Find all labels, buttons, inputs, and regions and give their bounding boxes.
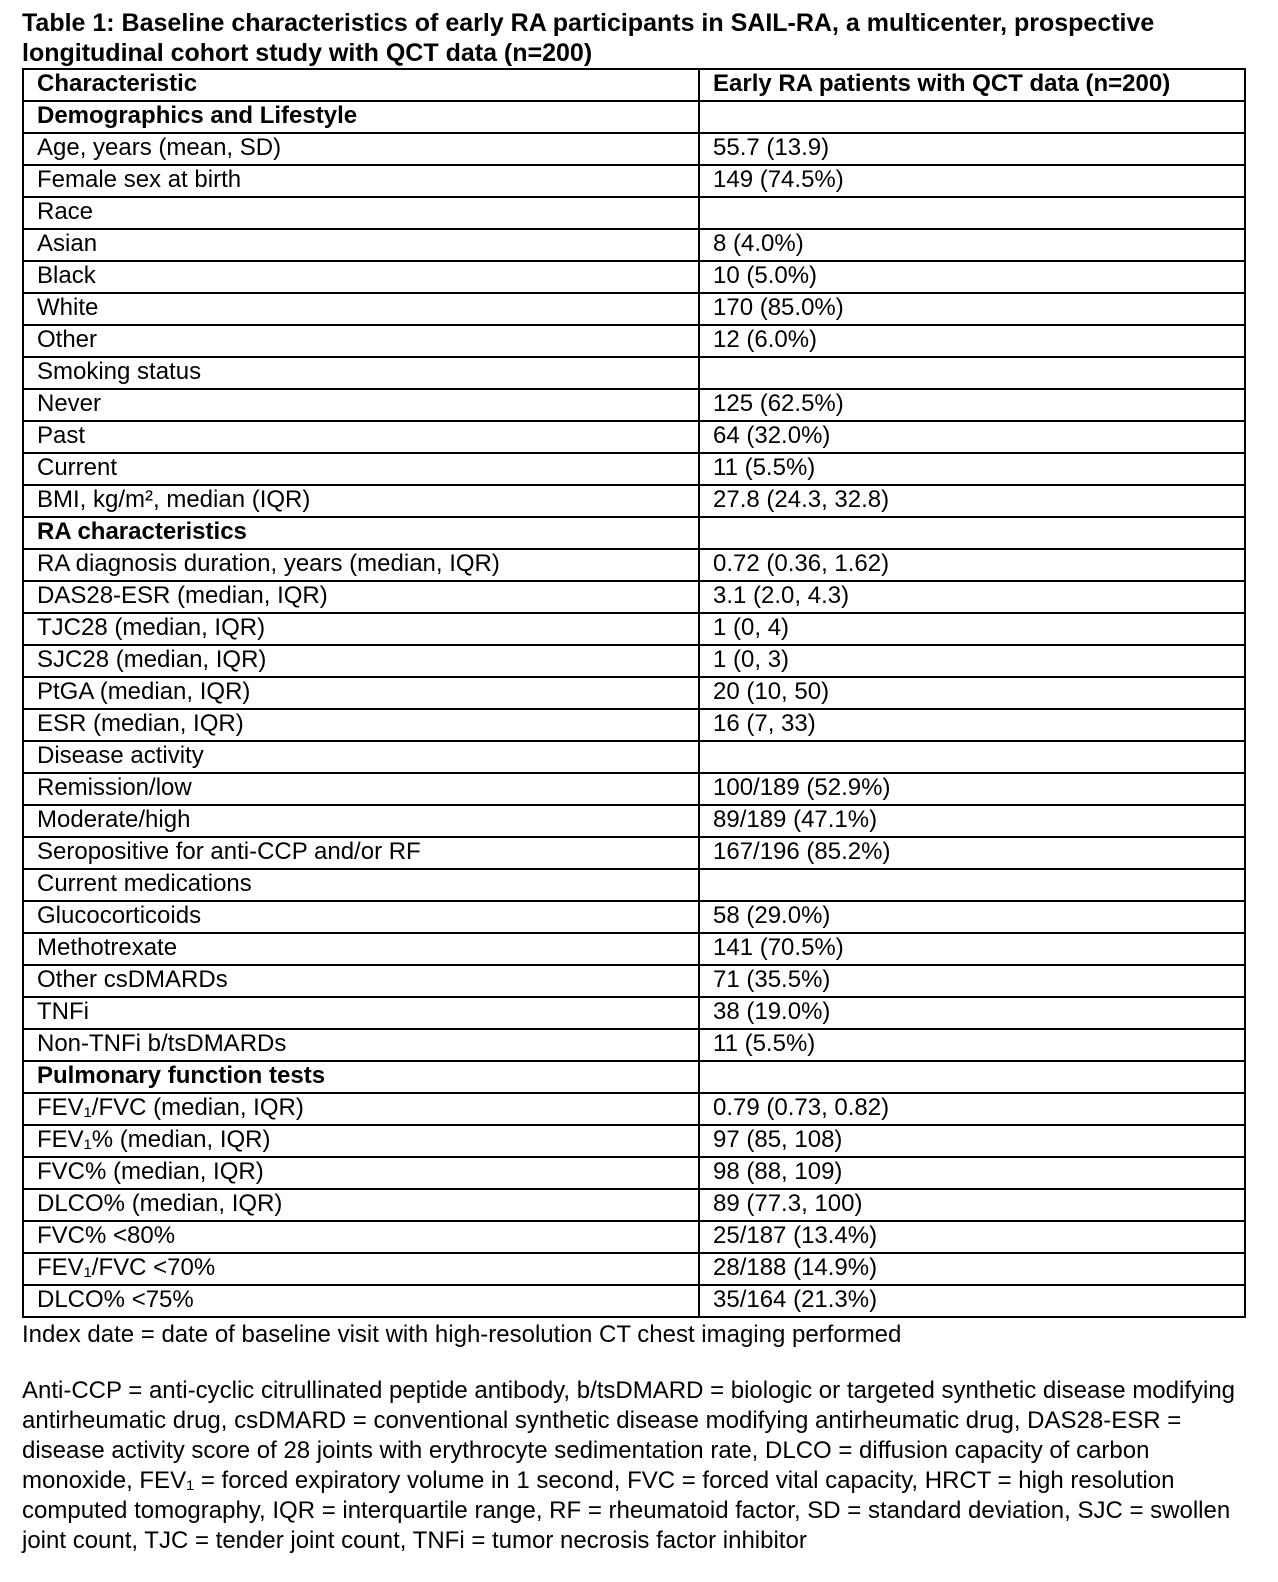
abbreviations-note: Anti-CCP = anti-cyclic citrullinated peptide antibody, b/tsDMARD = biologic or targeted synthetic disease modifying antirheumatic drug, csDMARD = conventional synthetic disease modifying antirheumatic drug, DAS28-ESR = disease activity score of 28 joints with erythrocyte sedimentation rate, DLCO = diffusion capacity of carbon monoxide, FEV₁ = forced expiratory volume in 1 second, FVC = forced vital capacity, HRCT = high resolution computed tomography, IQR = interquartile range, RF = rheumatoid factor, SD = standard deviation, SJC = swollen joint count, TJC = tender joint count, TNFi = tumor necrosis factor inhibitor xyxy=(22,1377,1236,1554)
table-row xyxy=(23,645,1245,677)
characteristic-label: TJC28 (median, IQR) xyxy=(23,613,699,645)
table-row xyxy=(23,1093,1245,1125)
characteristic-value: 55.7 (13.9) xyxy=(699,133,1245,165)
characteristic-label: White xyxy=(23,293,699,325)
characteristic-value: 89/189 (47.1%) xyxy=(699,805,1245,837)
characteristic-label: Seropositive for anti-CCP and/or RF xyxy=(23,837,699,869)
characteristic-label: DLCO% <75% xyxy=(23,1285,699,1317)
characteristic-label: DLCO% (median, IQR) xyxy=(23,1189,699,1221)
table-row xyxy=(23,229,1245,261)
characteristic-label: FEV₁% (median, IQR) xyxy=(23,1125,699,1157)
table-row xyxy=(23,773,1245,805)
characteristic-value: 64 (32.0%) xyxy=(699,421,1245,453)
characteristic-value: 167/196 (85.2%) xyxy=(699,837,1245,869)
table-row xyxy=(23,1029,1245,1061)
characteristic-value: 125 (62.5%) xyxy=(699,389,1245,421)
table-row xyxy=(23,293,1245,325)
characteristic-value: 170 (85.0%) xyxy=(699,293,1245,325)
table-row xyxy=(23,709,1245,741)
characteristic-label: RA diagnosis duration, years (median, IQR) xyxy=(23,549,699,581)
characteristic-value: 28/188 (14.9%) xyxy=(699,1253,1245,1285)
characteristic-label: FVC% (median, IQR) xyxy=(23,1157,699,1189)
section-heading: Demographics and Lifestyle xyxy=(23,101,699,133)
characteristic-label: Remission/low xyxy=(23,773,699,805)
table-header-row xyxy=(23,69,1245,101)
characteristic-label: BMI, kg/m², median (IQR) xyxy=(23,485,699,517)
characteristic-value: 20 (10, 50) xyxy=(699,677,1245,709)
table-row xyxy=(23,325,1245,357)
characteristic-value: 27.8 (24.3, 32.8) xyxy=(699,485,1245,517)
index-date-note: Index date = date of baseline visit with high-resolution CT chest imaging performed xyxy=(22,1321,902,1348)
characteristic-label: Current medications xyxy=(23,869,699,901)
characteristic-label: Asian xyxy=(23,229,699,261)
characteristic-label: SJC28 (median, IQR) xyxy=(23,645,699,677)
table-row xyxy=(23,1285,1245,1317)
table-row xyxy=(23,741,1245,773)
characteristic-value xyxy=(699,357,1245,389)
characteristic-value: 98 (88, 109) xyxy=(699,1157,1245,1189)
characteristic-value xyxy=(699,741,1245,773)
characteristic-label: PtGA (median, IQR) xyxy=(23,677,699,709)
table-row xyxy=(23,837,1245,869)
characteristic-value: 89 (77.3, 100) xyxy=(699,1189,1245,1221)
table-row xyxy=(23,261,1245,293)
characteristic-value: 8 (4.0%) xyxy=(699,229,1245,261)
characteristic-label: Glucocorticoids xyxy=(23,901,699,933)
table-row xyxy=(23,677,1245,709)
section-heading: Pulmonary function tests xyxy=(23,1061,699,1093)
table-row xyxy=(23,357,1245,389)
characteristic-label: Female sex at birth xyxy=(23,165,699,197)
characteristic-value: 100/189 (52.9%) xyxy=(699,773,1245,805)
table-section-row xyxy=(23,517,1245,549)
table-row xyxy=(23,389,1245,421)
table-row xyxy=(23,869,1245,901)
table-row xyxy=(23,1221,1245,1253)
characteristic-label: Current xyxy=(23,453,699,485)
table-row xyxy=(23,485,1245,517)
characteristic-value: 1 (0, 3) xyxy=(699,645,1245,677)
characteristic-value: 58 (29.0%) xyxy=(699,901,1245,933)
characteristic-label: ESR (median, IQR) xyxy=(23,709,699,741)
characteristic-label: FEV₁/FVC (median, IQR) xyxy=(23,1093,699,1125)
characteristic-label: TNFi xyxy=(23,997,699,1029)
table-row xyxy=(23,197,1245,229)
characteristic-label: Methotrexate xyxy=(23,933,699,965)
table-title: Table 1: Baseline characteristics of early RA participants in SAIL-RA, a multicenter, prospective longitudinal cohort study with QCT data (n=200) xyxy=(22,9,1155,67)
section-heading: RA characteristics xyxy=(23,517,699,549)
characteristic-label: FEV₁/FVC <70% xyxy=(23,1253,699,1285)
characteristic-label: FVC% <80% xyxy=(23,1221,699,1253)
characteristic-label: Age, years (mean, SD) xyxy=(23,133,699,165)
table-row xyxy=(23,965,1245,997)
characteristic-label: Black xyxy=(23,261,699,293)
characteristic-value: 3.1 (2.0, 4.3) xyxy=(699,581,1245,613)
table-row xyxy=(23,805,1245,837)
table-row xyxy=(23,933,1245,965)
characteristic-value: 71 (35.5%) xyxy=(699,965,1245,997)
characteristic-label: Smoking status xyxy=(23,357,699,389)
characteristic-value xyxy=(699,101,1245,133)
characteristic-value: 16 (7, 33) xyxy=(699,709,1245,741)
characteristic-label: Never xyxy=(23,389,699,421)
table-row xyxy=(23,1253,1245,1285)
characteristic-label: Other csDMARDs xyxy=(23,965,699,997)
characteristic-value: 10 (5.0%) xyxy=(699,261,1245,293)
characteristic-value: 11 (5.5%) xyxy=(699,453,1245,485)
column-header-early-ra: Early RA patients with QCT data (n=200) xyxy=(699,69,1245,101)
table-row xyxy=(23,997,1245,1029)
characteristic-value: 1 (0, 4) xyxy=(699,613,1245,645)
table-row xyxy=(23,549,1245,581)
characteristic-value xyxy=(699,869,1245,901)
table-row xyxy=(23,421,1245,453)
characteristic-label: Disease activity xyxy=(23,741,699,773)
characteristic-label: DAS28-ESR (median, IQR) xyxy=(23,581,699,613)
baseline-characteristics-table xyxy=(22,68,1246,1318)
characteristic-value: 97 (85, 108) xyxy=(699,1125,1245,1157)
table-row xyxy=(23,581,1245,613)
characteristic-value: 0.72 (0.36, 1.62) xyxy=(699,549,1245,581)
characteristic-value: 141 (70.5%) xyxy=(699,933,1245,965)
characteristic-value: 0.79 (0.73, 0.82) xyxy=(699,1093,1245,1125)
characteristic-value: 11 (5.5%) xyxy=(699,1029,1245,1061)
characteristic-label: Past xyxy=(23,421,699,453)
table-body xyxy=(23,101,1245,1317)
characteristic-value: 25/187 (13.4%) xyxy=(699,1221,1245,1253)
table-row xyxy=(23,1157,1245,1189)
table-row xyxy=(23,1189,1245,1221)
table-row xyxy=(23,901,1245,933)
characteristic-value: 149 (74.5%) xyxy=(699,165,1245,197)
characteristic-value: 38 (19.0%) xyxy=(699,997,1245,1029)
characteristic-value: 12 (6.0%) xyxy=(699,325,1245,357)
table-row xyxy=(23,453,1245,485)
characteristic-label: Race xyxy=(23,197,699,229)
characteristic-label: Other xyxy=(23,325,699,357)
table-row xyxy=(23,133,1245,165)
characteristic-value: 35/164 (21.3%) xyxy=(699,1285,1245,1317)
characteristic-label: Moderate/high xyxy=(23,805,699,837)
characteristic-value xyxy=(699,517,1245,549)
table-section-row xyxy=(23,101,1245,133)
table-row xyxy=(23,1125,1245,1157)
characteristic-value xyxy=(699,197,1245,229)
table-row xyxy=(23,165,1245,197)
characteristic-value xyxy=(699,1061,1245,1093)
column-header-characteristic: Characteristic xyxy=(23,69,699,101)
characteristic-label: Non-TNFi b/tsDMARDs xyxy=(23,1029,699,1061)
table-section-row xyxy=(23,1061,1245,1093)
table-row xyxy=(23,613,1245,645)
